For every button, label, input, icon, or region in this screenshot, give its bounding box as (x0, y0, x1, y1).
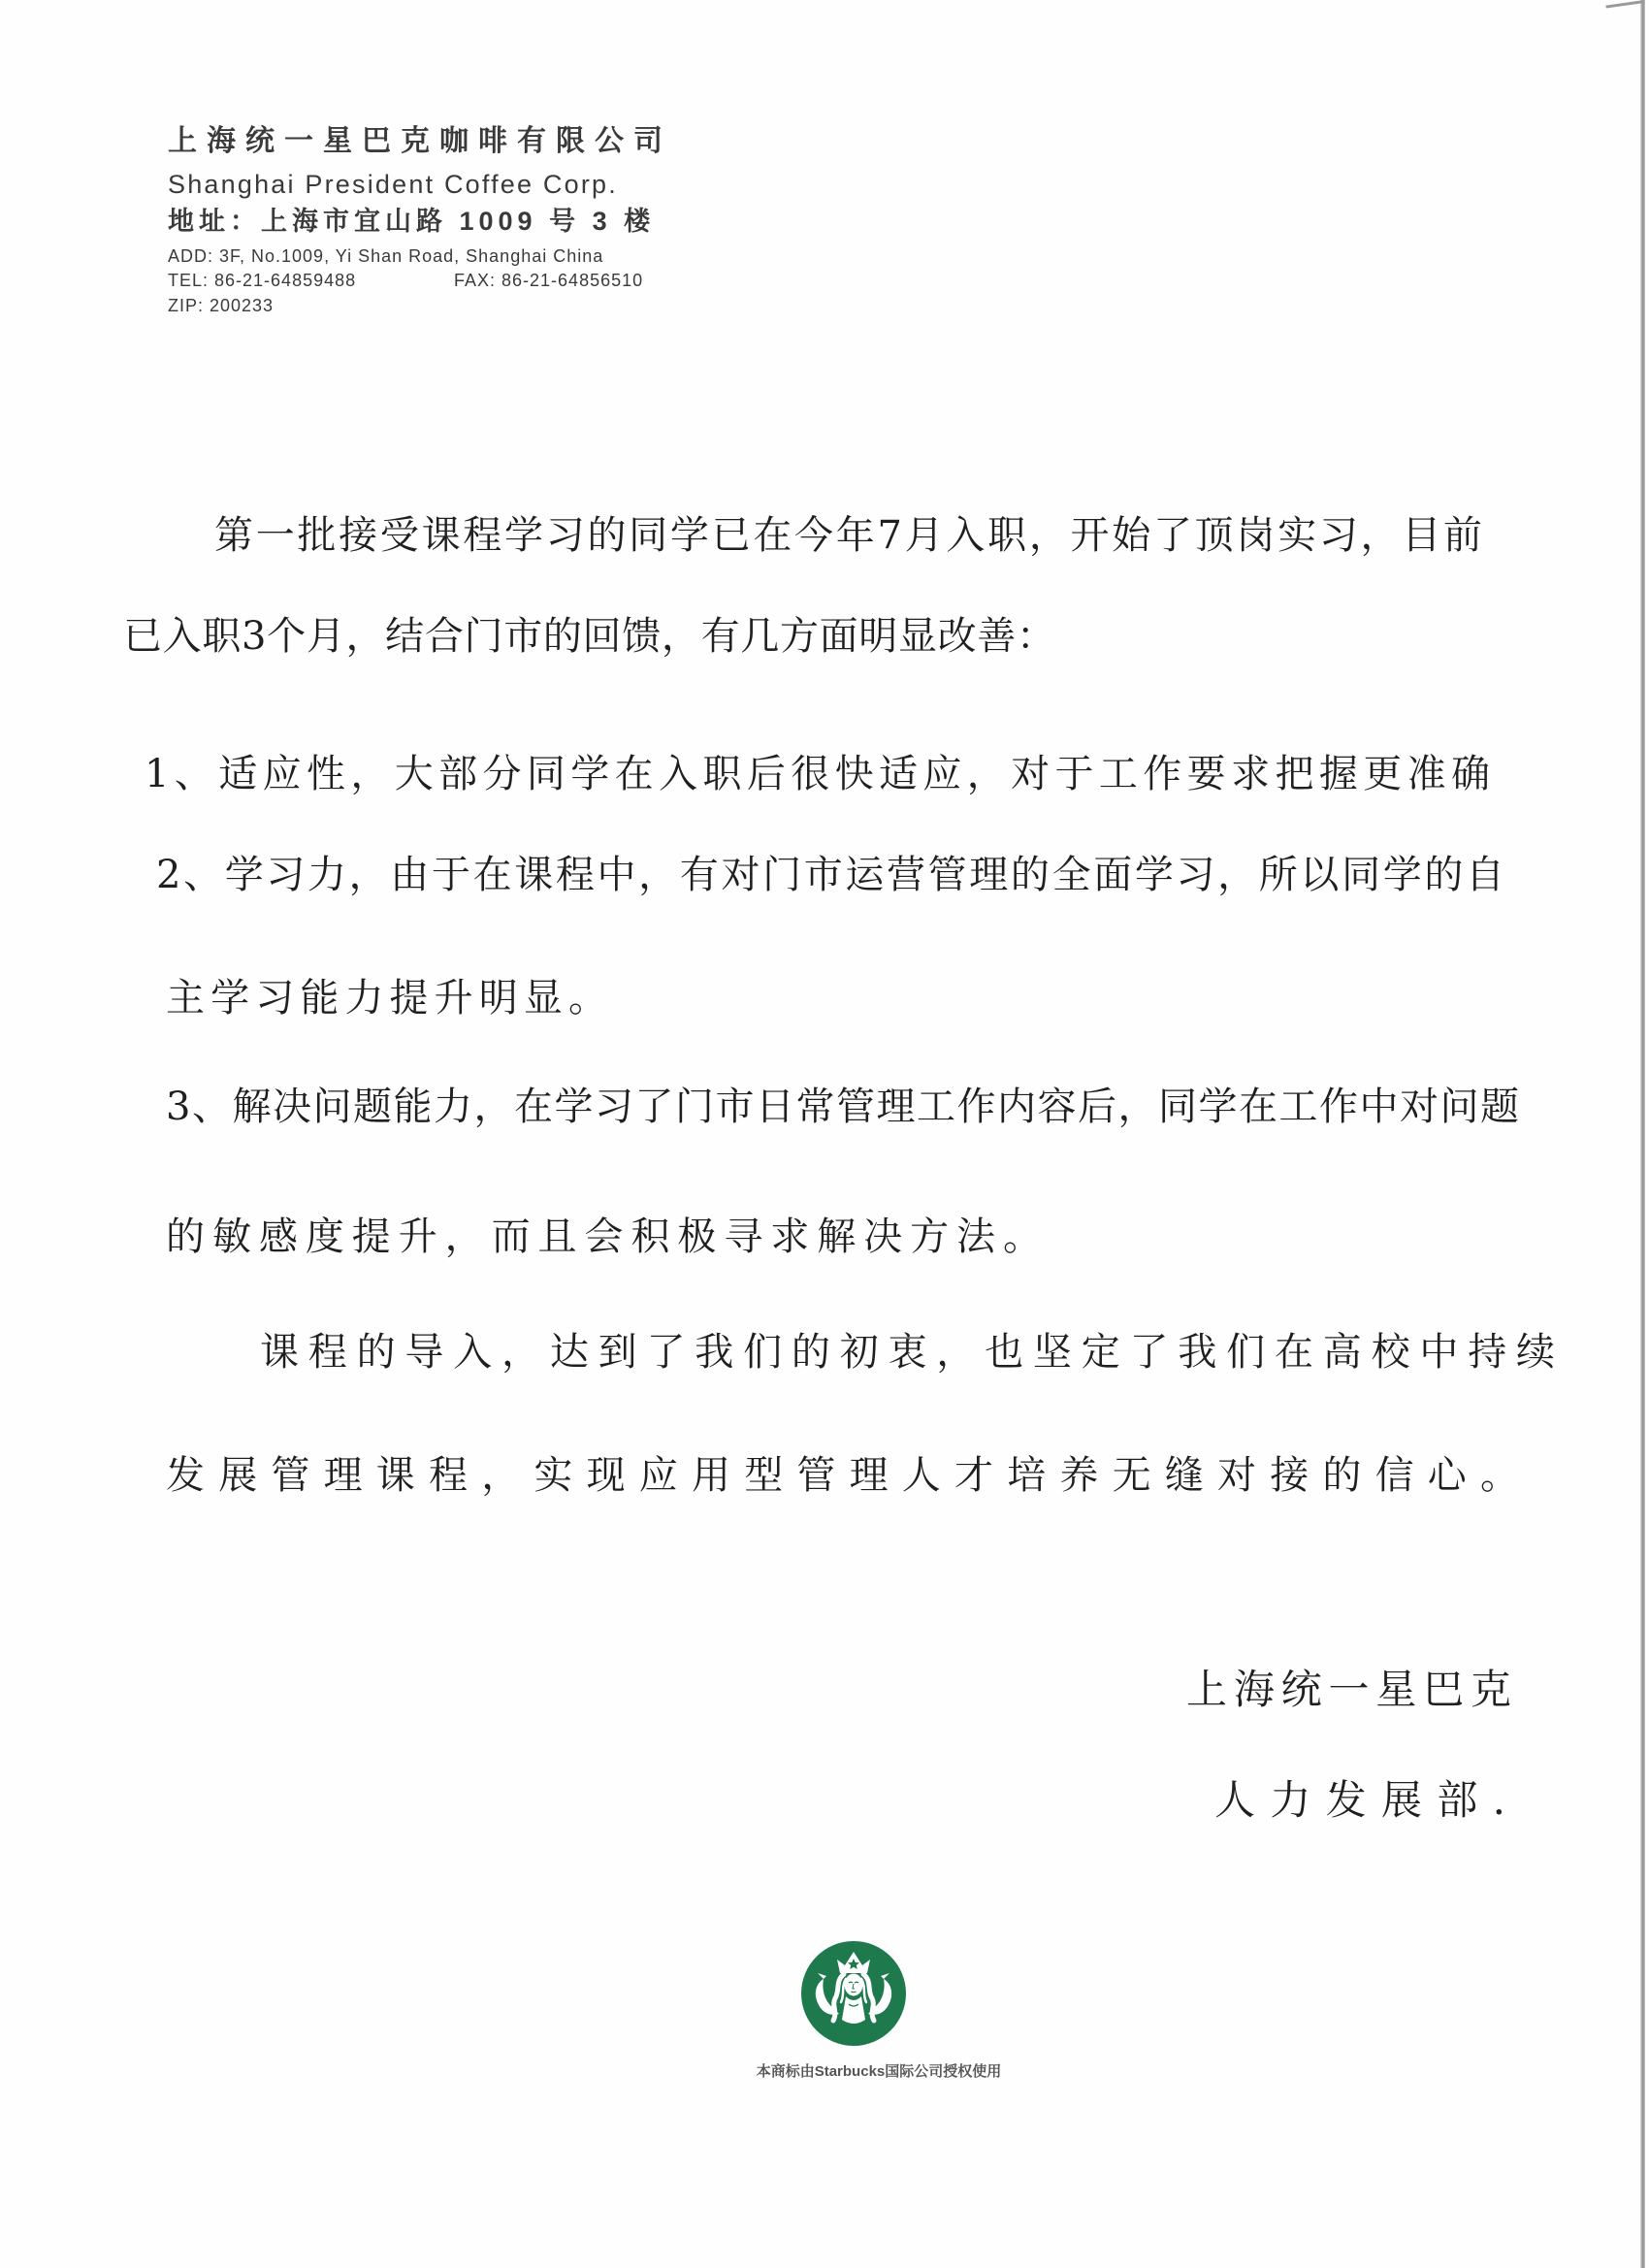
letterhead-address-cn: 地址：上海市宜山路 1009 号 3 楼 (168, 207, 656, 236)
letter-line: 的敏感度提升，而且会积极寻求解决方法。 (166, 1215, 1042, 1259)
letterhead-zip: ZIP: 200233 (168, 296, 275, 315)
starbucks-logo-icon (800, 1940, 907, 2047)
trademark-notice: 本商标由Starbucks国际公司授权使用 (756, 2063, 1002, 2080)
letterhead-company-name-en: Shanghai President Coffee Corp. (168, 170, 618, 199)
letter-line: 课程的导入，达到了我们的初衷，也坚定了我们在高校中持续 (260, 1330, 1555, 1375)
letter-line: 已入职3个月，结合门市的回馈，有几方面明显改善： (123, 614, 1055, 659)
letterhead-fax: FAX: 86-21-64856510 (454, 271, 644, 290)
letterhead-company-name-cn: 上海统一星巴克咖啡有限公司 (168, 125, 672, 157)
letter-line: 发展管理课程，实现应用型管理人才培养无缝对接的信心。 (166, 1453, 1519, 1498)
letter-line: 主学习能力提升明显。 (166, 976, 607, 1021)
signature-department: 人力发展部. (1214, 1776, 1505, 1824)
letterhead-tel: TEL: 86-21-64859488 (168, 271, 357, 290)
letter-line: 3、解决问题能力，在学习了门市日常管理工作内容后，同学在工作中对问题 (166, 1085, 1519, 1129)
letter-line: 第一批接受课程学习的同学已在今年7月入职，开始了顶岗实习，目前 (214, 513, 1482, 558)
letter-line: 2、学习力，由于在课程中，有对门市运营管理的全面学习，所以同学的自 (156, 853, 1504, 897)
letterhead-address-en: ADD: 3F, No.1009, Yi Shan Road, Shanghai China (168, 246, 604, 266)
signature-company: 上海统一星巴克 (1186, 1666, 1511, 1713)
scan-edge (1640, 0, 1645, 2268)
letter-line: 1、适应性，大部分同学在入职后很快适应，对于工作要求把握更准确 (145, 752, 1490, 796)
scan-corner-mark (1605, 0, 1644, 9)
